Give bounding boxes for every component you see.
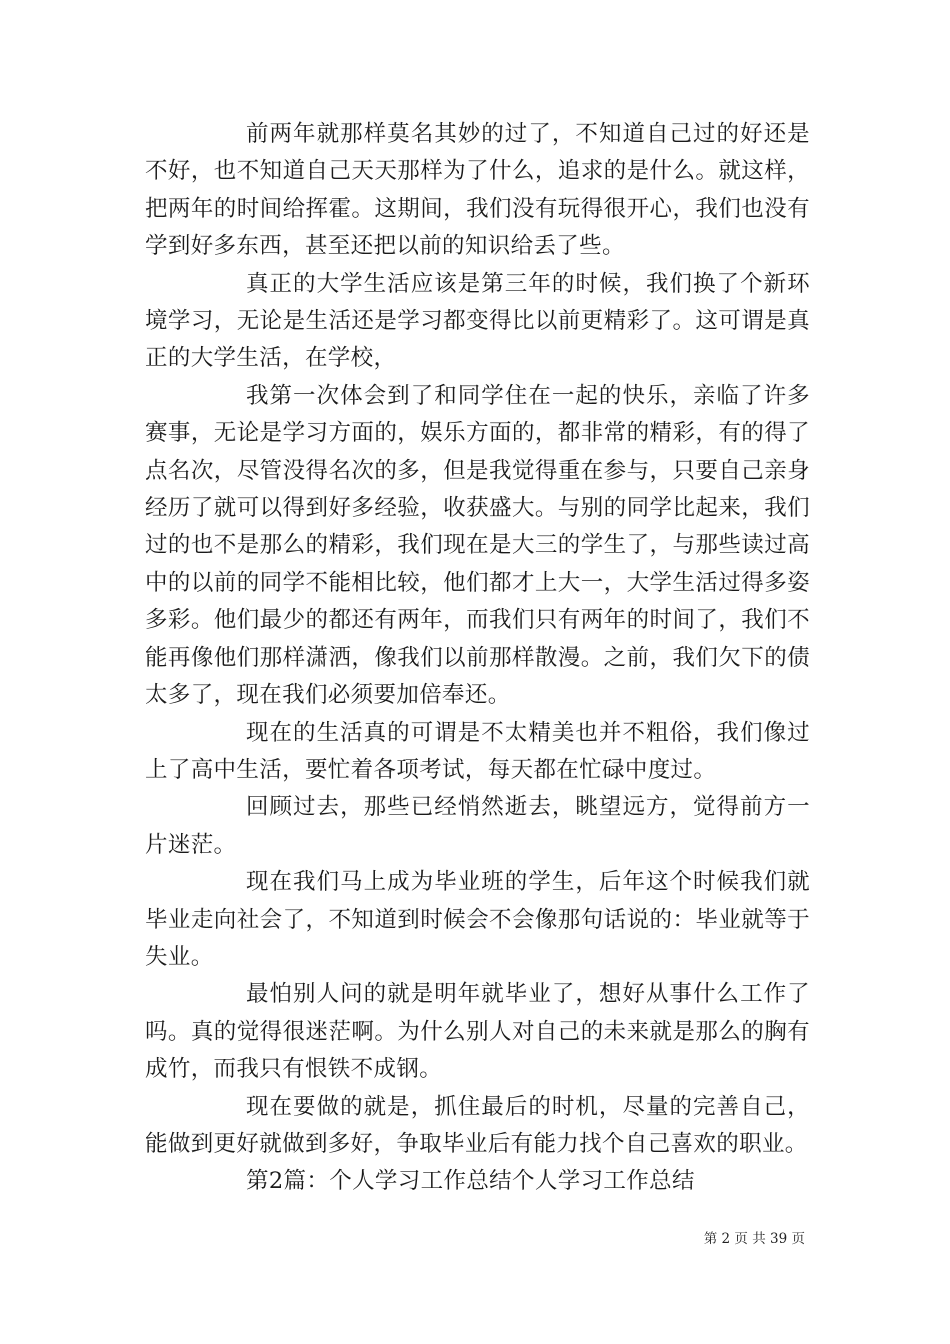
paragraph: 现在的生活真的可谓是不太精美也并不粗俗，我们像过上了高中生活，要忙着各项考试，每天都在忙碌中度过。 [145,719,810,783]
paragraph: 真正的大学生活应该是第三年的时候，我们换了个新环境学习，无论是生活还是学习都变得比以前更精彩了。这可谓是真正的大学生活，在学校， [145,270,810,372]
paragraph: 我第一次体会到了和同学住在一起的快乐，亲临了许多赛事，无论是学习方面的，娱乐方面的，都非常的精彩，有的得了点名次，尽管没得名次的多，但是我觉得重在参与，只要自己亲身经历了就可以得到好多经验，收获盛大。与别的同学比起来，我们过的也不是那么的精彩，我们现在是大三的学生了，与那些读过高中的以前的同学不能相比较，他们都才上大一，大学生活过得多姿多彩。他们最少的都还有两年，而我们只有两年的时间了，我们不能再像他们那样潇洒，像我们以前那样散漫。之前，我们欠下的债太多了，现在我们必须要加倍奉还。 [145,382,810,709]
section-heading: 第2篇：个人学习工作总结个人学习工作总结 [246,1168,695,1195]
body-text [145,116,810,1201]
paragraph: 最怕别人问的就是明年就毕业了，想好从事什么工作了吗。真的觉得很迷茫啊。为什么别人对自己的未来就是那么的胸有成竹，而我只有恨铁不成钢。 [145,981,810,1083]
page-number-footer: 第 2 页 共 39 页 [703,1231,805,1247]
paragraph: 回顾过去，那些已经悄然逝去，眺望远方，觉得前方一片迷茫。 [145,794,810,858]
paragraph: 现在要做的就是，抓住最后的时机，尽量的完善自己，能做到更好就做到多好，争取毕业后有能力找个自己喜欢的职业。 [145,1093,810,1157]
paragraph: 现在我们马上成为毕业班的学生，后年这个时候我们就毕业走向社会了，不知道到时候会不会像那句话说的：毕业就等于失业。 [145,869,810,970]
paragraph: 前两年就那样莫名其妙的过了，不知道自己过的好还是不好，也不知道自己天天那样为了什么，追求的是什么。就这样，把两年的时间给挥霍。这期间，我们没有玩得很开心，我们也没有学到好多东西，甚至还把以前的知识给丢了些。 [145,121,810,260]
